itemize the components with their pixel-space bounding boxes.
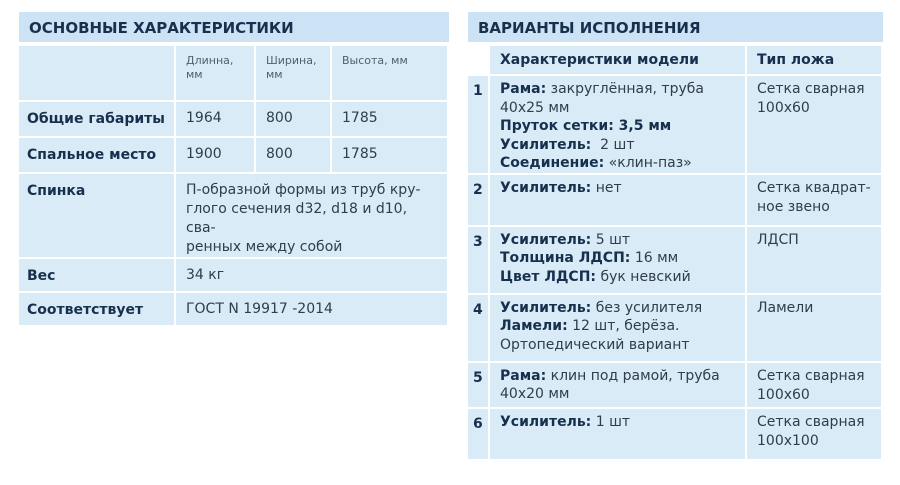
back-line: глого сечения d32, d18 и d10, сва- (186, 201, 408, 236)
variant-line-value: нет (591, 179, 622, 196)
back-line: П-образной формы из труб кру- (186, 182, 421, 198)
variant-description (490, 227, 745, 293)
variant-line-key: Усилитель: (500, 413, 592, 430)
variant-line (500, 385, 737, 404)
variant-line-key: Рама: (500, 81, 547, 97)
variant-line (500, 179, 737, 198)
variant-row (468, 227, 881, 293)
variant-line-key: Соединение: (500, 155, 605, 171)
row-sleeping-height: 1785 (332, 138, 447, 172)
variant-description (490, 175, 745, 225)
bed-type-line: Сетка квадрат- (757, 179, 871, 196)
header-empty-cell (19, 46, 174, 100)
variant-line (500, 299, 737, 318)
variant-line (500, 249, 737, 268)
variant-line-key: Толщина ЛДСП: (500, 250, 631, 266)
row-sleeping-width: 800 (256, 138, 330, 172)
variant-bed-type (747, 409, 881, 459)
variant-bed-type (747, 227, 881, 293)
variant-line-value: 5 шт (591, 231, 631, 248)
header-bed: Тип ложа (747, 46, 881, 74)
row-sleeping-length: 1900 (176, 138, 254, 172)
variant-line-key: Ламели: (500, 318, 568, 334)
header-height: Высота, мм (332, 46, 447, 100)
variant-line (500, 99, 737, 118)
variant-line-value: клин под рамой, труба (546, 367, 720, 384)
variants-table (466, 44, 883, 461)
variant-line (500, 317, 737, 336)
bed-type-line: Сетка сварная (757, 413, 865, 430)
header-length: Длинна, мм (176, 46, 254, 100)
bed-type-line: Ламели (757, 299, 814, 316)
variant-line-value: «клин-паз» (604, 155, 692, 171)
variant-line (500, 154, 737, 173)
variant-line-key: Рама: (500, 367, 547, 384)
bed-type-line: ЛДСП (757, 231, 799, 248)
variant-line-key: Усилитель: (500, 299, 592, 316)
bed-type-line: 100х100 (757, 432, 819, 449)
variant-line-key: Цвет ЛДСП: (500, 268, 597, 285)
row-overall-width: 800 (256, 102, 330, 136)
variants-panel (468, 12, 883, 461)
row-sleeping-label: Спальное место (19, 138, 174, 172)
variant-description (490, 409, 745, 459)
variant-number: 5 (468, 363, 488, 407)
row-conforms-label: Соответствует (19, 293, 174, 325)
variant-line (500, 367, 737, 386)
row-back-label: Спинка (19, 174, 174, 257)
main-characteristics-panel (19, 12, 449, 327)
variant-line (500, 413, 737, 432)
row-weight-label: Вес (19, 259, 174, 291)
variant-description (490, 363, 745, 407)
bed-type-line: ное звено (757, 198, 830, 215)
variant-line-value: без усилителя (591, 299, 703, 316)
variant-line (500, 336, 737, 355)
variant-row (468, 409, 881, 459)
row-overall-length: 1964 (176, 102, 254, 136)
variant-description (490, 295, 745, 361)
bed-type-line: Сетка сварная (757, 81, 865, 97)
variant-line-value: 16 мм (630, 250, 679, 266)
variant-description (490, 76, 745, 173)
variant-line (500, 117, 737, 136)
bed-type-line: 100х60 (757, 100, 810, 116)
variant-line (500, 136, 737, 155)
variant-bed-type (747, 76, 881, 173)
header-num-cell (468, 46, 488, 74)
bed-type-line: 100х60 (757, 386, 810, 403)
bed-type-line: Сетка сварная (757, 367, 865, 384)
variant-row (468, 295, 881, 361)
variant-line-key: Усилитель: (500, 231, 592, 248)
variants-title: ВАРИАНТЫ ИСПОЛНЕНИЯ (468, 12, 883, 42)
row-overall-height: 1785 (332, 102, 447, 136)
variant-number: 6 (468, 409, 488, 459)
variant-line (500, 80, 737, 99)
main-characteristics-table (17, 44, 449, 327)
variant-row (468, 175, 881, 225)
variant-number: 3 (468, 227, 488, 293)
variant-line-value: бук невский (596, 268, 691, 285)
header-width: Ширина, мм (256, 46, 330, 100)
variant-line-value: 40х25 мм (500, 99, 570, 116)
back-line: ренных между собой (186, 239, 343, 255)
variant-line-value: 40х20 мм (500, 386, 570, 402)
variant-row (468, 76, 881, 173)
row-back-value (176, 174, 447, 257)
row-conforms-value: ГОСТ N 19917 -2014 (176, 293, 447, 325)
row-weight-value: 34 кг (176, 259, 447, 291)
variant-bed-type (747, 175, 881, 225)
variant-row (468, 363, 881, 407)
main-characteristics-title: ОСНОВНЫЕ ХАРАКТЕРИСТИКИ (19, 12, 449, 42)
variant-line-value: 12 шт, берёза. (567, 318, 680, 334)
variant-line-value: закруглённая, труба (546, 81, 704, 97)
variant-bed-type (747, 363, 881, 407)
variant-line (500, 231, 737, 250)
header-model: Характеристики модели (490, 46, 745, 74)
variant-number: 1 (468, 76, 488, 173)
row-overall-label: Общие габариты (19, 102, 174, 136)
variant-line-value: 2 шт (591, 136, 635, 153)
variant-line-value: 1 шт (591, 413, 631, 430)
variant-line-key: Пруток сетки: 3,5 мм (500, 118, 672, 134)
variant-line-key: Усилитель: (500, 136, 592, 153)
variant-number: 4 (468, 295, 488, 361)
variant-bed-type (747, 295, 881, 361)
variant-line (500, 268, 737, 287)
variant-number: 2 (468, 175, 488, 225)
variant-line-key: Усилитель: (500, 179, 592, 196)
variant-line-value: Ортопедический вариант (500, 336, 690, 353)
